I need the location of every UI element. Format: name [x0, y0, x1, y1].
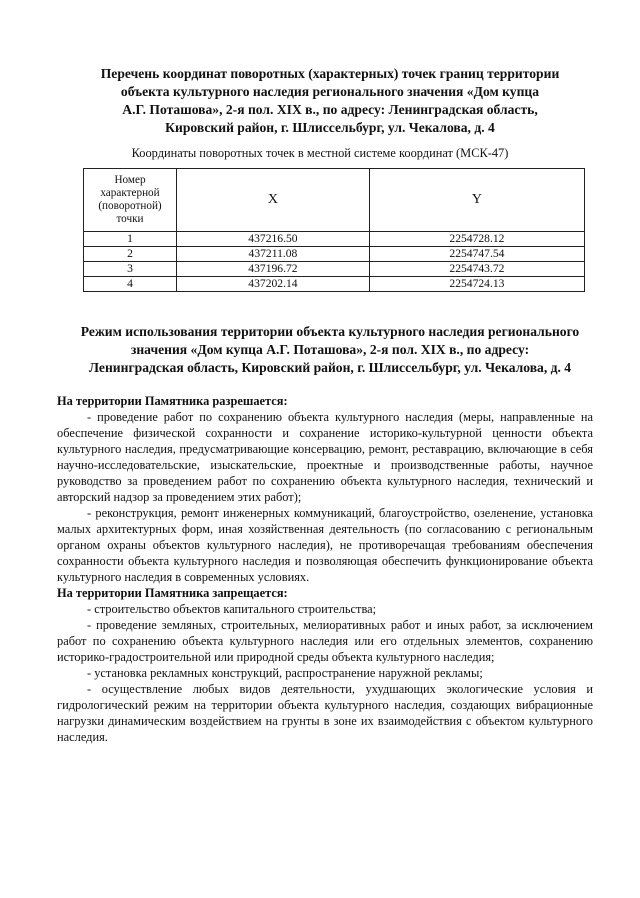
column-header-y: Y [369, 169, 584, 232]
prohibited-item: - строительство объектов капитального строительства; [87, 602, 377, 616]
section-title-line: значения «Дом купца А.Г. Поташова», 2-я пол. XIX в., по адресу: [130, 342, 530, 357]
point-number-cell: 2 [84, 247, 177, 262]
permitted-heading: На территории Памятника разрешается: [57, 394, 288, 408]
column-header-x: X [177, 169, 370, 232]
prohibited-item: - установка рекламных конструкций, распространение наружной рекламы; [87, 666, 483, 680]
title-line: Кировский район, г. Шлиссельбург, ул. Чекалова, д. 4 [165, 120, 495, 135]
x-coordinate-cell: 437196.72 [177, 262, 370, 277]
permitted-item: - реконструкция, ремонт инженерных коммуникаций, благоустройство, озеленение, установка малых архитектурных форм, иная хозяйственная деятельность (по согласованию с региональным органом охраны объектов культурного наследия), не противоречащая требованиям обеспечения сохранности объекта культурного наследия и позволяющая обеспечить функционирование объекта культурного наследия в современных условиях. [57, 506, 593, 584]
x-coordinate-cell: 437202.14 [177, 277, 370, 292]
table-caption: Координаты поворотных точек в местной системе координат (МСК-47) [131, 146, 509, 160]
coordinates-table [83, 168, 585, 292]
y-coordinate-cell: 2254724.13 [369, 277, 584, 292]
permitted-item: - проведение работ по сохранению объекта культурного наследия (меры, направленные на обеспечение физической сохранности и сохранение историко-культурной ценности объекта культурного наследия, предусматривающие консервацию, ремонт, реставрацию, включающие в себя научно-исследовательские, изыскательские, проектные и производственные работы, научное руководство за проведением работ по сохранению объекта культурного наследия, технический и авторский надзор за проведением этих работ); [57, 410, 593, 504]
point-number-cell: 3 [84, 262, 177, 277]
title-line: Перечень координат поворотных (характерных) точек границ территории [100, 66, 560, 81]
table-row [84, 277, 585, 292]
table-row [84, 247, 585, 262]
prohibited-item: - осуществление любых видов деятельности, ухудшающих экологические условия и гидрологический режим на территории объекта культурного наследия, создающих вибрационные нагрузки динамическим воздействием на грунты в зоне их взаимодействия с объектом культурного наследия. [57, 682, 593, 744]
y-coordinate-cell: 2254747.54 [369, 247, 584, 262]
section-title [50, 323, 610, 377]
title-line: А.Г. Поташова», 2-я пол. XIX в., по адресу: Ленинградская область, [122, 102, 538, 117]
y-coordinate-cell: 2254743.72 [369, 262, 584, 277]
section-title-line: Ленинградская область, Кировский район, г. Шлиссельбург, ул. Чекалова, д. 4 [88, 360, 572, 375]
x-coordinate-cell: 437216.50 [177, 232, 370, 247]
x-coordinate-cell: 437211.08 [177, 247, 370, 262]
y-coordinate-cell: 2254728.12 [369, 232, 584, 247]
title-line: объекта культурного наследия регионального значения «Дом купца [120, 84, 540, 99]
regime-text [57, 393, 593, 745]
section-title-line: Режим использования территории объекта культурного наследия регионального [80, 324, 580, 339]
table-row [84, 262, 585, 277]
prohibited-heading: На территории Памятника запрещается: [57, 586, 288, 600]
point-number-cell: 1 [84, 232, 177, 247]
column-header-point-number: Номер характерной (поворотной) точки [84, 169, 177, 232]
table-row [84, 232, 585, 247]
point-number-cell: 4 [84, 277, 177, 292]
document-title [70, 65, 590, 137]
prohibited-item: - проведение земляных, строительных, мелиоративных работ и иных работ, за исключением работ по сохранению объекта культурного наследия или его отдельных элементов, сохранению историко-градостроительной или природной среды объекта культурного наследия; [57, 618, 593, 664]
table-header-row [84, 169, 585, 232]
